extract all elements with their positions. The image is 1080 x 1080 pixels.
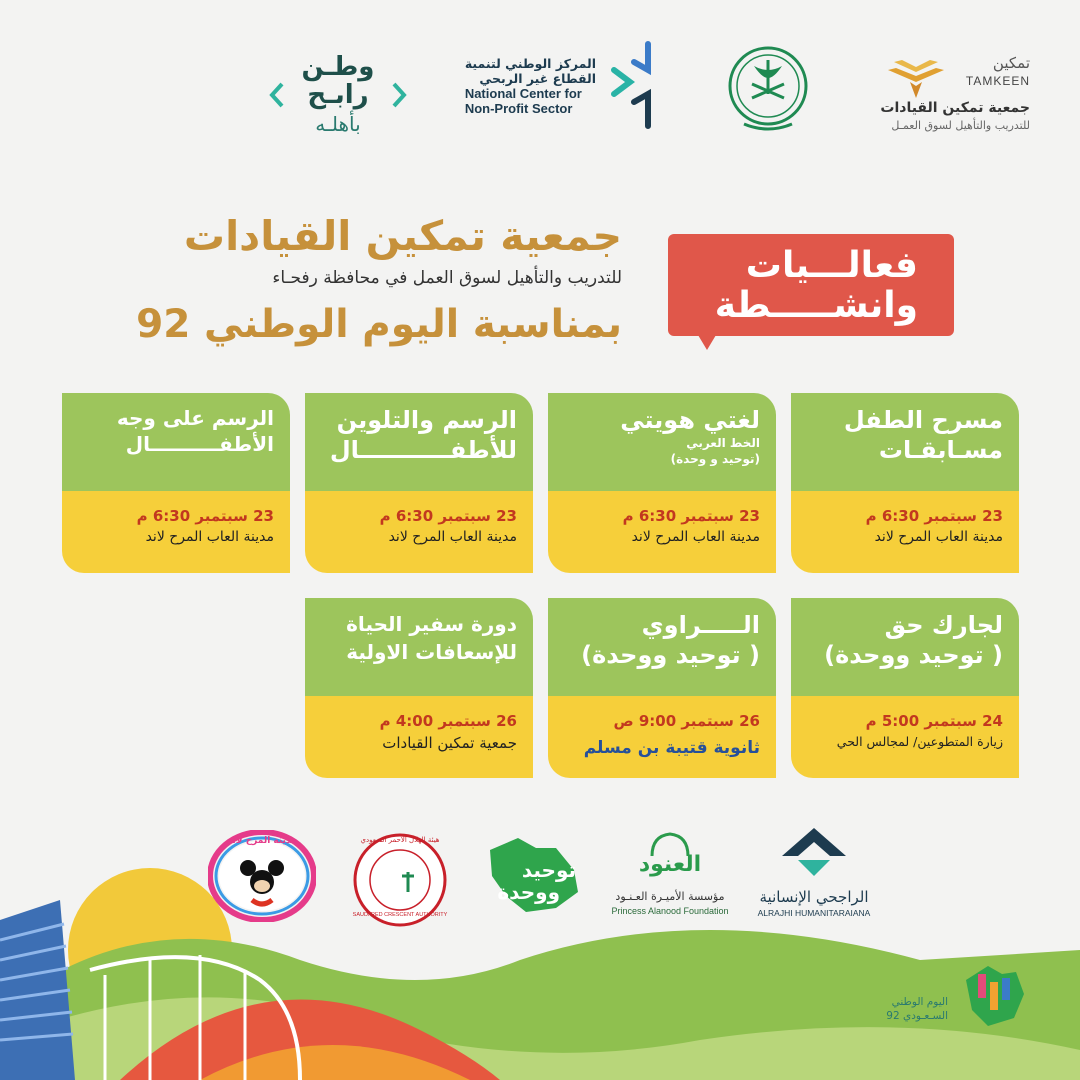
event-card [62, 393, 290, 573]
page-subtitle: للتدريب والتأهيل لسوق العمل في محافظة رفحـاء [272, 268, 622, 288]
red-crescent-logo [352, 832, 448, 928]
event-title-2: للأطفـــــــــــال [329, 436, 517, 464]
ncnp-ar-2: القطاع غير الربحي [479, 71, 596, 86]
alrajhi-mark-icon [780, 826, 848, 882]
event-title: دورة سفير الحياة [346, 612, 517, 636]
event-title-2: ( توحيد ووحدة) [824, 641, 1003, 669]
alanood-en: Princess Alanood Foundation [611, 906, 729, 916]
tawheed-1: توحيد [521, 858, 576, 882]
event-date: 23 سبتمبر 6:30 م [865, 507, 1003, 525]
national-day-logo [870, 960, 1040, 1040]
tamkeen-en: TAMKEEN [965, 74, 1030, 88]
event-card [548, 393, 776, 573]
event-card [548, 598, 776, 778]
alanood-mark: العنود [638, 852, 702, 877]
event-card [305, 598, 533, 778]
event-date: 23 سبتمبر 6:30 م [136, 507, 274, 525]
event-date: 23 سبتمبر 6:30 م [622, 507, 760, 525]
occasion-title: بمناسبة اليوم الوطني 92 [136, 302, 622, 347]
red-crescent-en: SAUDI RED CRESCENT AUTHORITY [352, 912, 448, 918]
event-card [305, 393, 533, 573]
event-place: جمعية تمكين القيادات [382, 734, 517, 752]
marah-text: مدينة المرح لاند [227, 836, 297, 846]
ncnp-text [465, 56, 596, 116]
alanood-ar: مؤسسة الأميـرة العـنـود [615, 890, 725, 903]
tawheed-2: ووحدة [497, 880, 560, 904]
event-title: لجارك حق [884, 611, 1003, 639]
national-day-line2: السـعـودي 92 [886, 1010, 948, 1022]
event-place: زيارة المتطوعين/ لمجالس الحي [836, 734, 1003, 749]
marah-land-logo [208, 830, 316, 922]
ncnp-ar-1: المركز الوطني لتنمية [464, 56, 596, 71]
alanood-logo [606, 832, 734, 924]
event-card [791, 598, 1019, 778]
watan-line1: وطـن [301, 52, 375, 82]
red-crescent-ar: هيئة الهلال الأحمر السعودي [360, 836, 440, 844]
event-title-2: ( توحيد ووحدة) [581, 641, 760, 669]
event-place: مدينة العاب المرح لاند [145, 529, 274, 545]
national-day-mark-icon [958, 960, 1028, 1030]
event-title: الرسم على وجه [116, 406, 274, 430]
ncnp-logo [458, 40, 668, 132]
tamkeen-name: جمعية تمكين القيادات [880, 100, 1030, 116]
event-place: مدينة العاب المرح لاند [874, 529, 1003, 545]
alrajhi-logo [756, 826, 872, 922]
alrajhi-ar: الراجحي الإنسانية [759, 888, 869, 906]
alrajhi-en: ALRAJHI HUMANITARAIANA [757, 908, 871, 918]
tamkeen-logo [880, 52, 1040, 137]
event-date: 26 سبتمبر 4:00 م [379, 712, 517, 730]
watan-logo [268, 52, 408, 142]
tawheed-logo [478, 834, 586, 914]
event-place: ثانوية قتيبة بن مسلم [583, 738, 760, 758]
event-title: لغتي هويتي [620, 406, 760, 434]
event-subtitle: الخط العربي [686, 436, 760, 450]
ncnp-en-1: National Center for [464, 86, 582, 101]
event-place: مدينة العاب المرح لاند [631, 529, 760, 545]
event-title: الرسم والتلوين [336, 406, 517, 434]
ncnp-mark-icon [604, 40, 668, 132]
ministry-emblem-icon [724, 38, 812, 138]
watan-line3: بأهلـه [315, 112, 361, 136]
watan-line2: رابـح [307, 80, 369, 110]
event-date: 26 سبتمبر 9:00 ص [613, 712, 760, 730]
page-title: جمعية تمكين القيادات [183, 212, 622, 260]
event-title: الـــــراوي [641, 611, 760, 639]
badge-line2: وانشـــــطة [714, 285, 918, 326]
tamkeen-tagline: للتدريب والتأهيل لسوق العمـل [891, 119, 1030, 132]
event-title-2: مسـابقـات [878, 436, 1003, 464]
national-day-line1: اليوم الوطني [891, 996, 948, 1008]
event-card [791, 393, 1019, 573]
event-place: مدينة العاب المرح لاند [388, 529, 517, 545]
badge-line1: فعالـــيات [745, 245, 918, 286]
event-title-2: للإسعافات الاولية [346, 640, 517, 664]
tamkeen-ar: تمكين [992, 54, 1030, 72]
event-subtitle-2: (توحيد و وحدة) [670, 452, 760, 466]
event-date: 24 سبتمبر 5:00 م [865, 712, 1003, 730]
ncnp-en-2: Non-Profit Sector [464, 101, 573, 116]
tamkeen-emblem-icon [884, 56, 948, 100]
event-date: 23 سبتمبر 6:30 م [379, 507, 517, 525]
events-badge [668, 234, 954, 336]
event-title: مسرح الطفل [843, 406, 1003, 434]
event-title-2: الأطفــــــــــال [125, 432, 274, 456]
